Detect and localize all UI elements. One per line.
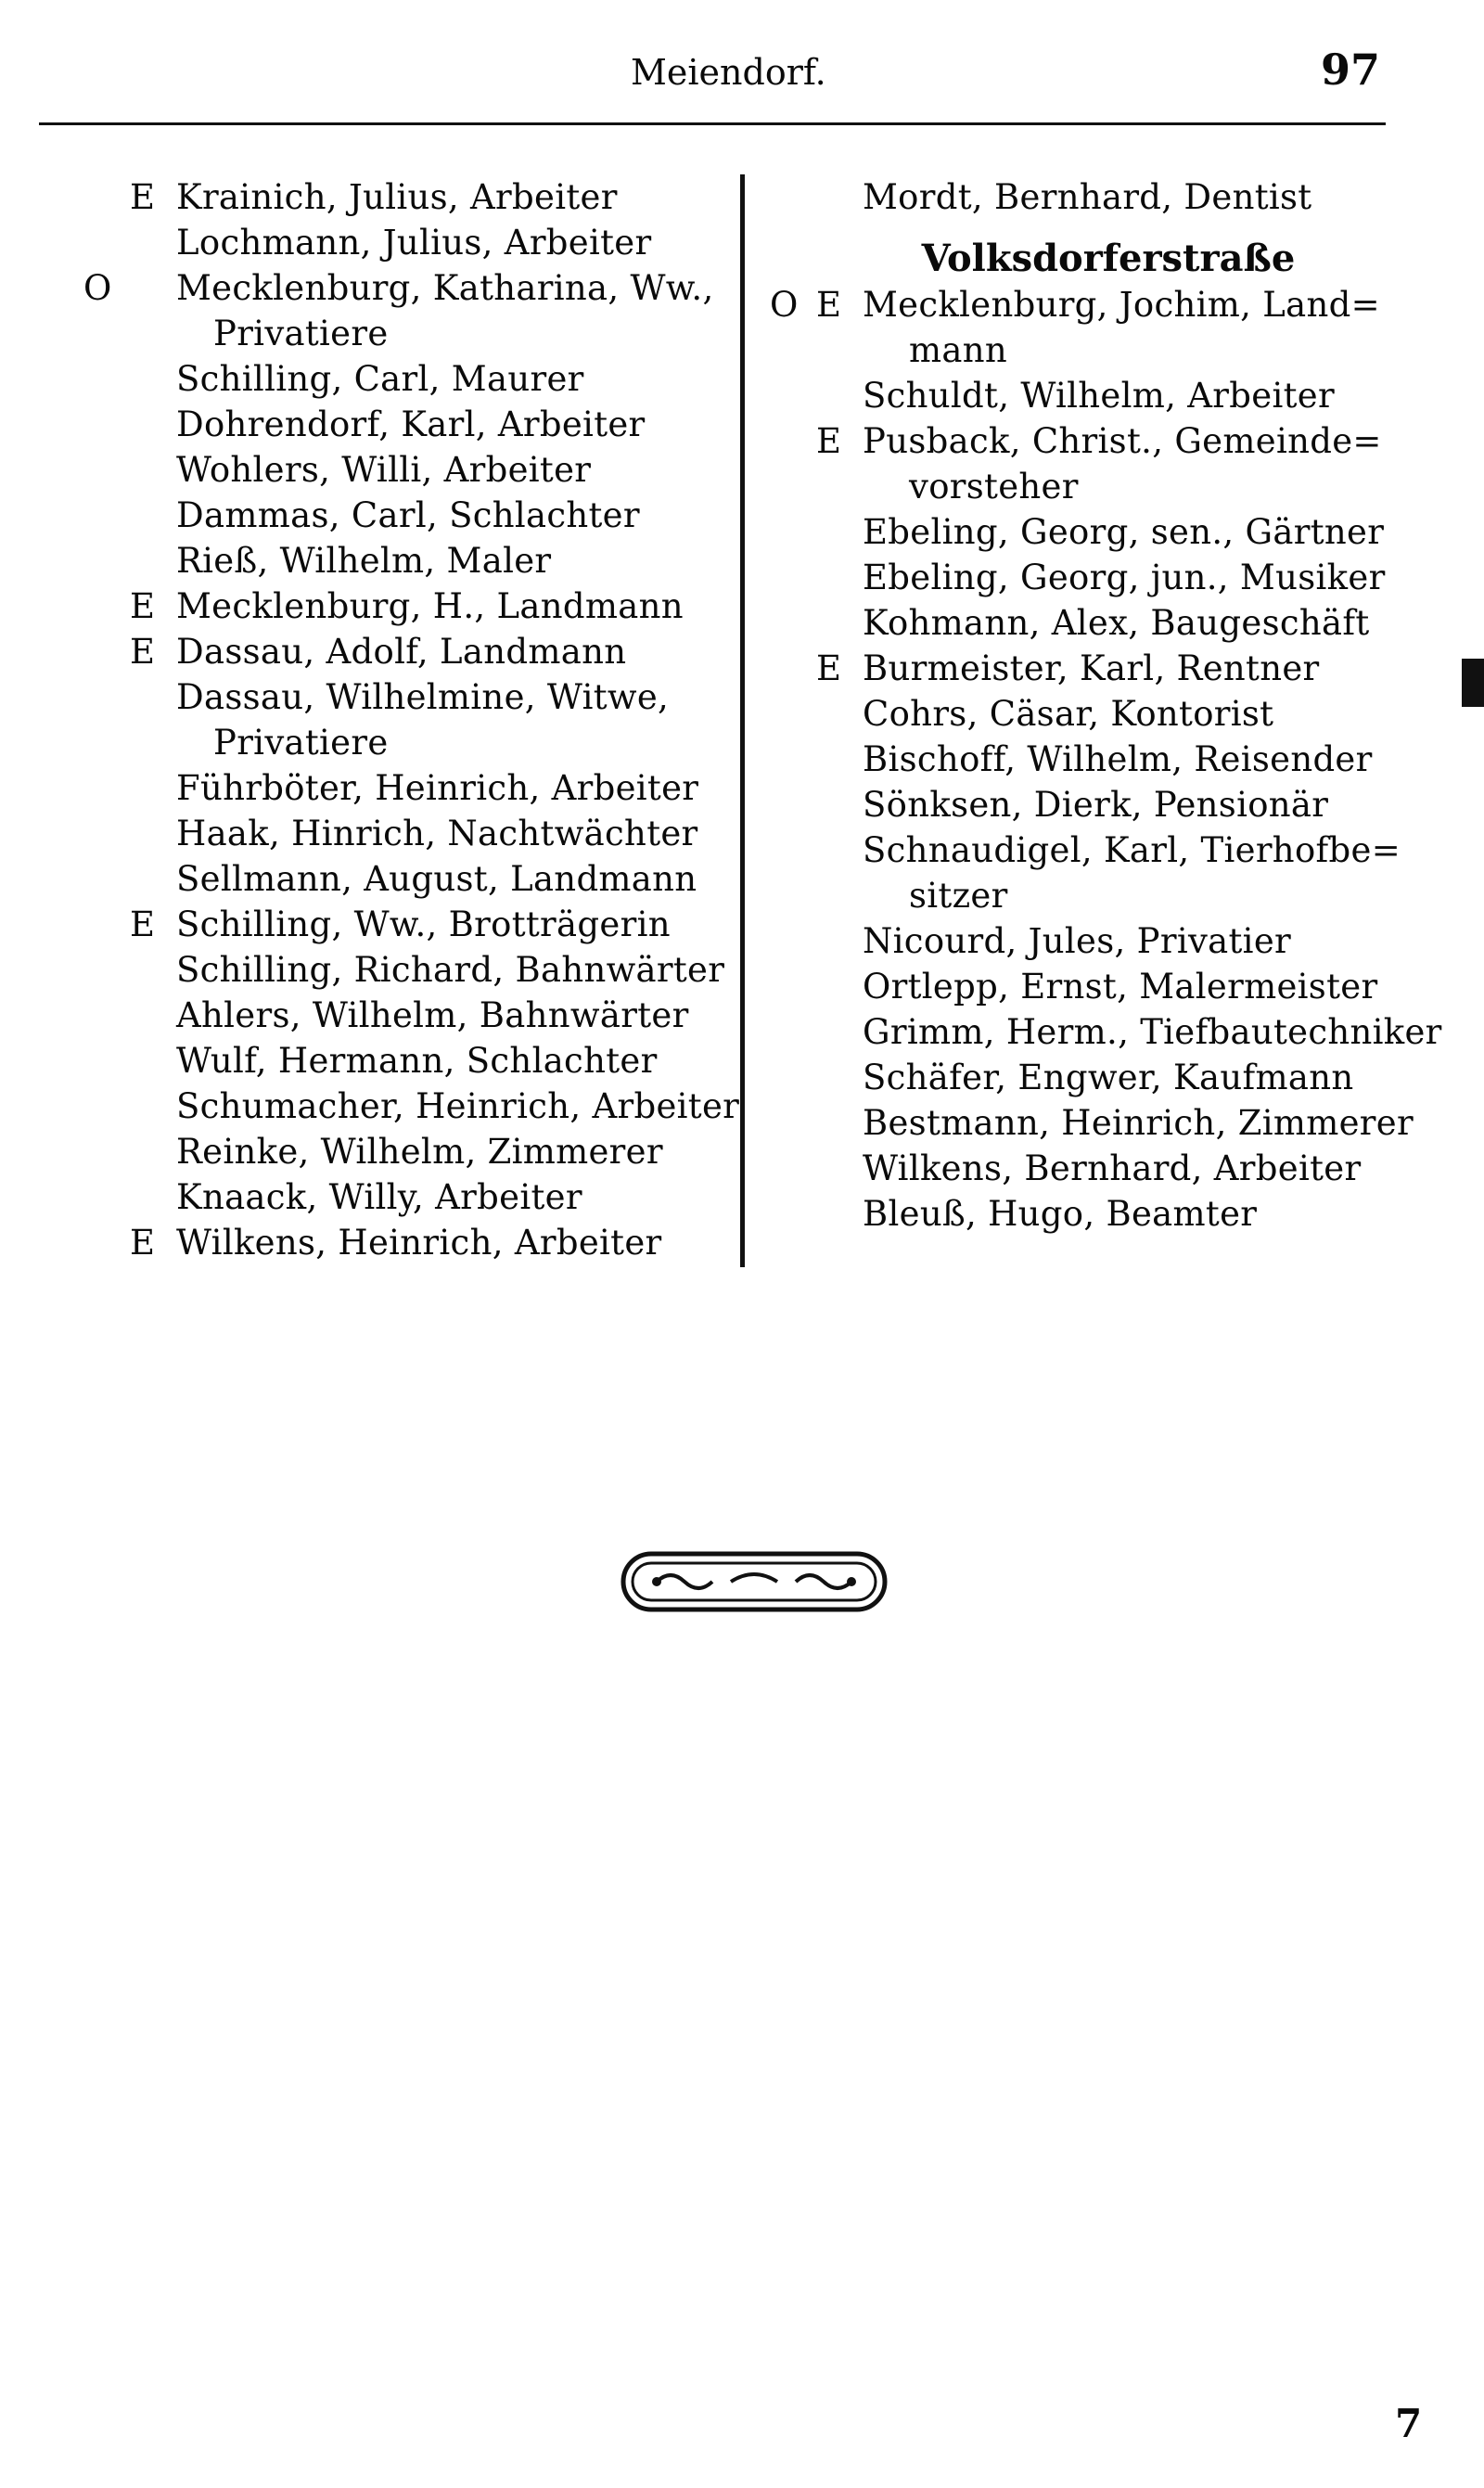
directory-entry: [83, 765, 733, 811]
entry-text: Sellmann, August, Landmann: [176, 859, 697, 899]
entry-text: Schilling, Carl, Maurer: [176, 359, 584, 399]
directory-entry: [770, 646, 1447, 691]
entry-text: Führböter, Heinrich, Arbeiter: [176, 768, 699, 808]
entry-text: Wilkens, Heinrich, Arbeiter: [176, 1223, 662, 1263]
entry-text: Krainich, Julius, Arbeiter: [176, 177, 618, 217]
page-number: 97: [1321, 45, 1381, 95]
entry-code: E: [130, 1223, 156, 1263]
entry-text: Cohrs, Cäsar, Kontorist: [863, 694, 1274, 734]
directory-entry: [770, 1055, 1447, 1100]
directory-entry-continuation: [770, 873, 1447, 918]
directory-entry: [83, 356, 733, 402]
directory-entry: [770, 1009, 1447, 1055]
entry-text: mann: [909, 330, 1008, 370]
directory-entry-continuation: [83, 311, 733, 356]
directory-entry: [83, 1220, 733, 1265]
directory-entry: [770, 918, 1447, 964]
directory-entry: [770, 1146, 1447, 1191]
entry-text: Mecklenburg, Katharina, Ww.,: [176, 268, 714, 308]
signature-number: 7: [1395, 2401, 1423, 2446]
directory-entry: [83, 1129, 733, 1174]
entry-text: Dassau, Wilhelmine, Witwe,: [176, 677, 670, 717]
directory-entry: [83, 584, 733, 629]
entry-text: Pusback, Christ., Gemeinde=: [863, 421, 1382, 461]
entry-text: sitzer: [909, 876, 1008, 916]
directory-entry: [83, 265, 733, 311]
directory-entry: [770, 782, 1447, 827]
entry-code: E: [816, 421, 842, 461]
right-entries: [770, 282, 1447, 1237]
directory-entry: [83, 811, 733, 856]
edge-marker: [1462, 659, 1484, 707]
entry-text: Reinke, Wilhelm, Zimmerer: [176, 1132, 663, 1172]
directory-entry: [83, 1084, 740, 1129]
directory-entry: [83, 447, 733, 493]
entry-text: Mecklenburg, H., Landmann: [176, 586, 684, 626]
entry-text: Wulf, Hermann, Schlachter: [176, 1041, 658, 1081]
directory-entry: [83, 856, 733, 902]
header-rule: [39, 122, 1386, 125]
directory-entry: [770, 509, 1447, 555]
entry-text: Wilkens, Bernhard, Arbeiter: [863, 1148, 1362, 1188]
directory-entry: [770, 418, 1447, 464]
entry-text: Haak, Hinrich, Nachtwächter: [176, 814, 698, 853]
entry-text: Knaack, Willy, Arbeiter: [176, 1177, 582, 1217]
entry-text: Sönksen, Dierk, Pensionär: [863, 785, 1329, 825]
entry-text: Ortlepp, Ernst, Malermeister: [863, 967, 1378, 1007]
entry-text: Dohrendorf, Karl, Arbeiter: [176, 404, 646, 444]
entry-text: Schäfer, Engwer, Kaufmann: [863, 1058, 1354, 1097]
directory-entry: [770, 964, 1447, 1009]
directory-entry: [770, 1191, 1447, 1237]
entry-text: Grimm, Herm., Tiefbautechniker: [863, 1012, 1442, 1052]
right-top-entry: Mordt, Bernhard, Dentist: [863, 177, 1312, 217]
entry-text: Schumacher, Heinrich, Arbeiter: [176, 1086, 740, 1126]
entry-code: E: [130, 177, 156, 217]
entry-code: E: [130, 632, 156, 672]
right-column: [770, 174, 1447, 1237]
directory-entry: [770, 691, 1447, 737]
entry-code: E: [130, 904, 156, 944]
entry-code: E: [130, 586, 156, 626]
entry-text: Mecklenburg, Jochim, Land=: [863, 285, 1380, 325]
directory-entry: [770, 555, 1447, 600]
entry-text: Bischoff, Wilhelm, Reisender: [863, 739, 1373, 779]
directory-entry: [83, 947, 733, 993]
directory-entry-continuation: [770, 327, 1447, 373]
entry-code: E: [816, 648, 842, 688]
entry-text: Schilling, Richard, Bahnwärter: [176, 950, 725, 990]
entry-marker: O: [83, 268, 112, 308]
directory-entry: [83, 629, 733, 674]
directory-entry: [770, 1100, 1447, 1146]
directory-entry: [770, 282, 1447, 327]
entry-text: Privatiere: [213, 314, 389, 353]
directory-entry: [83, 993, 733, 1038]
directory-entry: [83, 1038, 733, 1084]
entry-text: Nicourd, Jules, Privatier: [863, 921, 1291, 961]
entry-text: Ebeling, Georg, jun., Musiker: [863, 558, 1386, 597]
entry-text: Schnaudigel, Karl, Tierhofbe=: [863, 830, 1401, 870]
entry-text: Ebeling, Georg, sen., Gärtner: [863, 512, 1385, 552]
directory-entry: [83, 674, 733, 720]
directory-entry: [770, 373, 1447, 418]
directory-entry-continuation: [770, 464, 1447, 509]
directory-entry: [83, 220, 733, 265]
entry-text: Bestmann, Heinrich, Zimmerer: [863, 1103, 1414, 1143]
directory-entry: [770, 737, 1447, 782]
entry-text: Kohmann, Alex, Baugeschäft: [863, 603, 1370, 643]
street-heading: Volksdorferstraße: [921, 237, 1296, 280]
column-divider: [740, 174, 745, 1267]
directory-entry: [83, 402, 733, 447]
entry-text: Burmeister, Karl, Rentner: [863, 648, 1320, 688]
directory-entry: [83, 902, 733, 947]
page-title: Meiendorf.: [631, 52, 826, 93]
directory-entry-continuation: [83, 720, 733, 765]
entry-text: Privatiere: [213, 723, 389, 763]
directory-entry: [770, 600, 1447, 646]
directory-entry: [83, 174, 733, 220]
entry-marker: O: [770, 285, 799, 325]
entry-text: Schilling, Ww., Brotträgerin: [176, 904, 671, 944]
entry-text: vorsteher: [909, 467, 1079, 507]
directory-entry: [770, 827, 1447, 873]
directory-entry: [83, 493, 733, 538]
directory-entry: [83, 1174, 733, 1220]
ornament-icon: [620, 1545, 889, 1619]
entry-text: Rieß, Wilhelm, Maler: [176, 541, 552, 581]
entry-text: Lochmann, Julius, Arbeiter: [176, 223, 652, 263]
entry-text: Schuldt, Wilhelm, Arbeiter: [863, 376, 1335, 416]
entry-text: Dammas, Carl, Schlachter: [176, 495, 640, 535]
entry-code: E: [816, 285, 842, 325]
entry-text: Wohlers, Willi, Arbeiter: [176, 450, 592, 490]
entry-text: Dassau, Adolf, Landmann: [176, 632, 627, 672]
entry-text: Ahlers, Wilhelm, Bahnwärter: [176, 995, 689, 1035]
entry-text: Bleuß, Hugo, Beamter: [863, 1194, 1258, 1234]
directory-entry: [83, 538, 733, 584]
left-column: [83, 174, 740, 1265]
